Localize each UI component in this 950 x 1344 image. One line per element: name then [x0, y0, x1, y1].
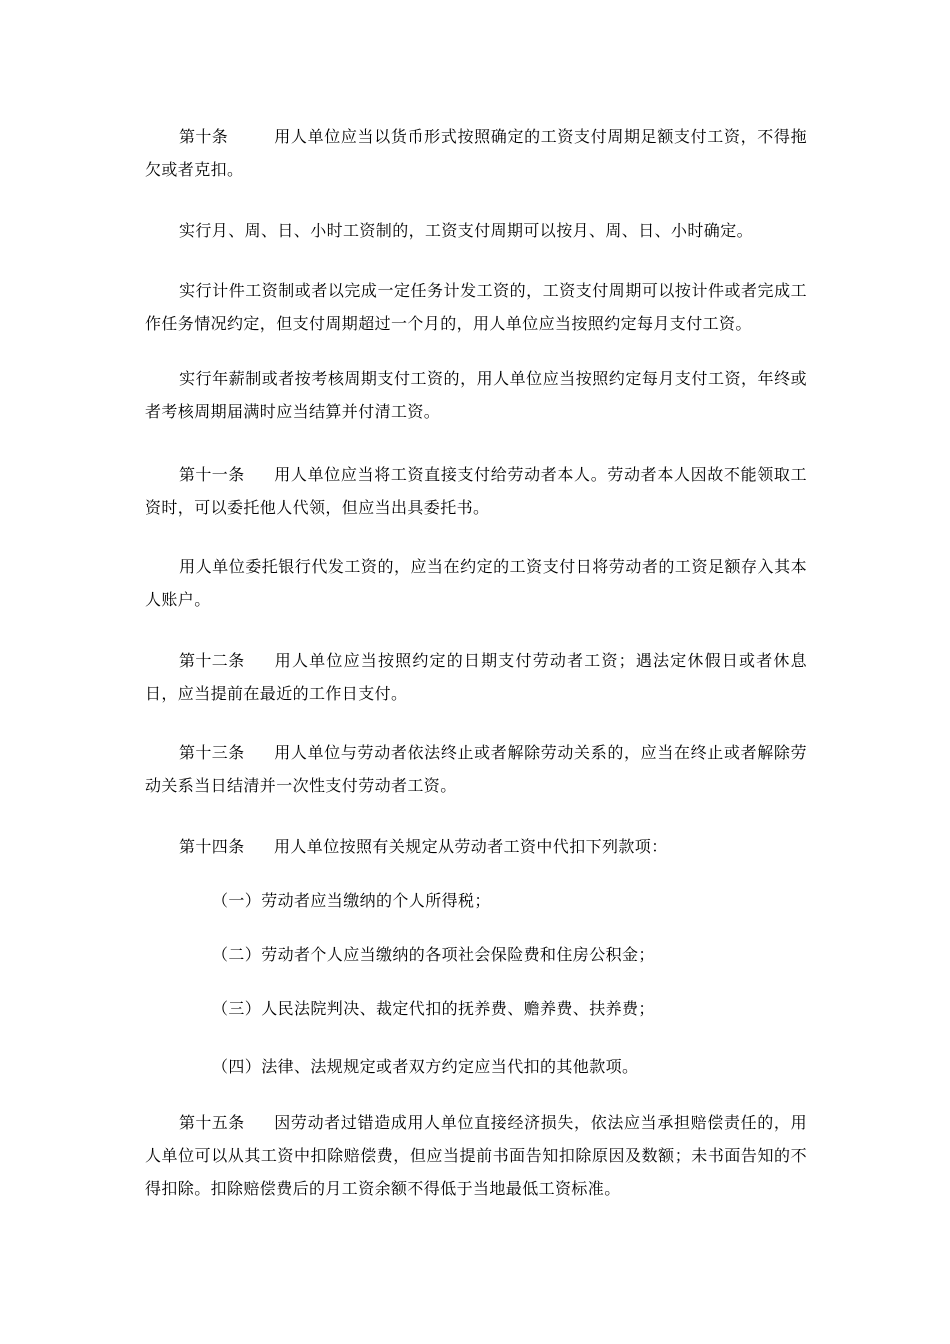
paragraph-article-14 — [145, 830, 807, 863]
paragraph-text: 用人单位应当将工资直接支付给劳动者本人。劳动者本人因故不能领取工资时，可以委托他人代领，但应当出具委托书。 — [145, 465, 807, 517]
list-item: （二）劳动者个人应当缴纳的各项社会保险费和住房公积金； — [212, 945, 655, 964]
paragraph-article-10 — [145, 120, 807, 186]
article-number: 第十五条 — [179, 1113, 245, 1132]
paragraph-text: 用人单位委托银行代发工资的，应当在约定的工资支付日将劳动者的工资足额存入其本人账户。 — [145, 557, 807, 609]
paragraph — [145, 550, 807, 616]
article-number: 第十三条 — [179, 743, 245, 762]
list-item: （一）劳动者应当缴纳的个人所得税； — [212, 891, 491, 910]
paragraph-text: 用人单位与劳动者依法终止或者解除劳动关系的，应当在终止或者解除劳动关系当日结清并一次性支付劳动者工资。 — [145, 743, 807, 795]
article-number: 第十二条 — [179, 651, 245, 670]
paragraph-article-15 — [145, 1106, 807, 1205]
paragraph-text: 用人单位应当以货币形式按照确定的工资支付周期足额支付工资，不得拖欠或者克扣。 — [145, 127, 807, 179]
paragraph-text: 实行年薪制或者按考核周期支付工资的，用人单位应当按照约定每月支付工资，年终或者考核周期届满时应当结算并付清工资。 — [145, 369, 807, 421]
paragraph — [145, 362, 807, 428]
article-number: 第十条 — [179, 127, 229, 146]
paragraph-text: 用人单位应当按照约定的日期支付劳动者工资；遇法定休假日或者休息日，应当提前在最近的工作日支付。 — [145, 651, 807, 703]
paragraph-text: 用人单位按照有关规定从劳动者工资中代扣下列款项： — [274, 837, 668, 856]
paragraph-article-12 — [145, 644, 807, 710]
article-number: 第十一条 — [179, 465, 245, 484]
paragraph-text: 因劳动者过错造成用人单位直接经济损失，依法应当承担赔偿责任的，用人单位可以从其工资中扣除赔偿费，但应当提前书面告知扣除原因及数额；未书面告知的不得扣除。扣除赔偿费后的月工资余额不得低于当地最低工资标准。 — [145, 1113, 807, 1198]
paragraph — [145, 214, 807, 247]
paragraph-article-13 — [145, 736, 807, 802]
paragraph-article-11 — [145, 458, 807, 524]
paragraph-text: 实行计件工资制或者以完成一定任务计发工资的，工资支付周期可以按计件或者完成工作任务情况约定，但支付周期超过一个月的，用人单位应当按照约定每月支付工资。 — [145, 281, 807, 333]
paragraph — [145, 274, 807, 340]
article-number: 第十四条 — [179, 837, 245, 856]
list-item: （三）人民法院判决、裁定代扣的抚养费、赡养费、扶养费； — [212, 999, 655, 1018]
list-item: （四）法律、法规规定或者双方约定应当代扣的其他款项。 — [212, 1057, 639, 1076]
paragraph-text: 实行月、周、日、小时工资制的，工资支付周期可以按月、周、日、小时确定。 — [179, 221, 754, 240]
